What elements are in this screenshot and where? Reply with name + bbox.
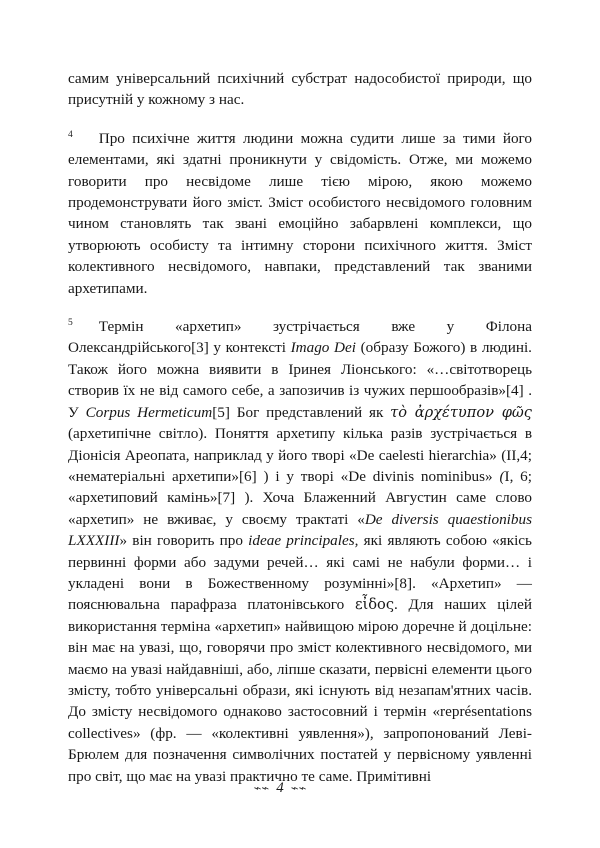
text-run: (образу Божого) в людині. Також його можна виявити в Іринея Ліонського: «…світотворець створив їх не від самого себе, а запозичив із чужих першообразів»[4] . У	[68, 339, 532, 421]
text-run: τὸ ἀρχέτυπον φῶς	[390, 403, 532, 421]
text-run: » він говорить про	[119, 532, 249, 550]
paragraph-number: 5	[68, 318, 73, 328]
paragraph-4	[68, 128, 532, 299]
paragraph-continued	[68, 68, 532, 111]
text-run: Термін «архетип» зустрічається вже у Філона Олександрійського[3] у контексті	[68, 318, 532, 357]
text-run: які являють собою «якісь первинні форми або задуми речей… які самі не набули форми… і укладені вони в Божественному розумінні»[8]. «Архетип» — пояснювальна парафраза платонівського	[68, 532, 532, 614]
text-run: Про психічне життя людини можна судити лише за тими його елементами, які здатні проникнути у свідомість. Отже, ми можемо говорити про несвідоме лише тією мірою, якою можемо продемонструвати його зміст. Зміст особистого несвідомого головним чином становлять так звані емоційно забарвлені комплекси, що утворюють особисту та інтимну сторони психічного життя. Зміст колективного несвідомого, навпаки, представлений так званими архетипами.	[68, 129, 532, 297]
text-run: [5] Бог представлений як	[212, 403, 391, 421]
page-number: 4	[276, 780, 284, 796]
text-run: Corpus Hermeticum	[85, 403, 213, 421]
text-run: I, 6; «архетиповий камінь»[7] ). Хоча Блаженний Августин саме слово «архетип» не вживає, у своєму трактаті «	[68, 467, 532, 528]
footer-page-marker	[254, 780, 307, 797]
text-run: εἶδος	[354, 596, 395, 614]
paragraph-number: 4	[68, 129, 73, 140]
text-run: ideae principales,	[248, 532, 359, 550]
text-run: самим універсальний психічний субстрат надособистої природи, що присутній у кожному з нас.	[68, 70, 532, 109]
ornament-right-icon: ⌁⌁	[290, 782, 307, 795]
text-run: (	[499, 467, 505, 485]
text-run: (архетипічне світло). Поняття архетипу кілька разів зустрічається в Діонісія Ареопата, наприклад у його творі «De caelesti hierarchia» (II,4; «нематеріальні архетипи»[6] ) і у творі «De divinis nominibus»	[68, 425, 532, 485]
page-footer	[0, 779, 600, 797]
text-run: De diversis quaestionibus LXXXIII	[68, 510, 532, 550]
text-column	[68, 68, 532, 787]
paragraph-5	[68, 316, 532, 787]
text-run: Imago Dei	[290, 339, 356, 357]
text-run: . Для наших цілей використання терміна «архетип» найвищою мірою доречне й доцільне: він має на увазі, що, говорячи про зміст колективного несвідомого, ми маємо на увазі найдавніші, або, ліпше сказати, первісні елементи цього змісту, тобто універсальні образи, які існують від незапам'ятних часів. До змісту несвідомого однаково застосовний і термін «représentations collectives» (фр. — «колективні уявлення»), запропонований Леві-Брюлем для позначення символічних постатей у первісному уявленні про світ, що має на увазі практично те саме. Примітивні	[68, 596, 532, 785]
ornament-left-icon: ⌁⌁	[253, 782, 270, 795]
